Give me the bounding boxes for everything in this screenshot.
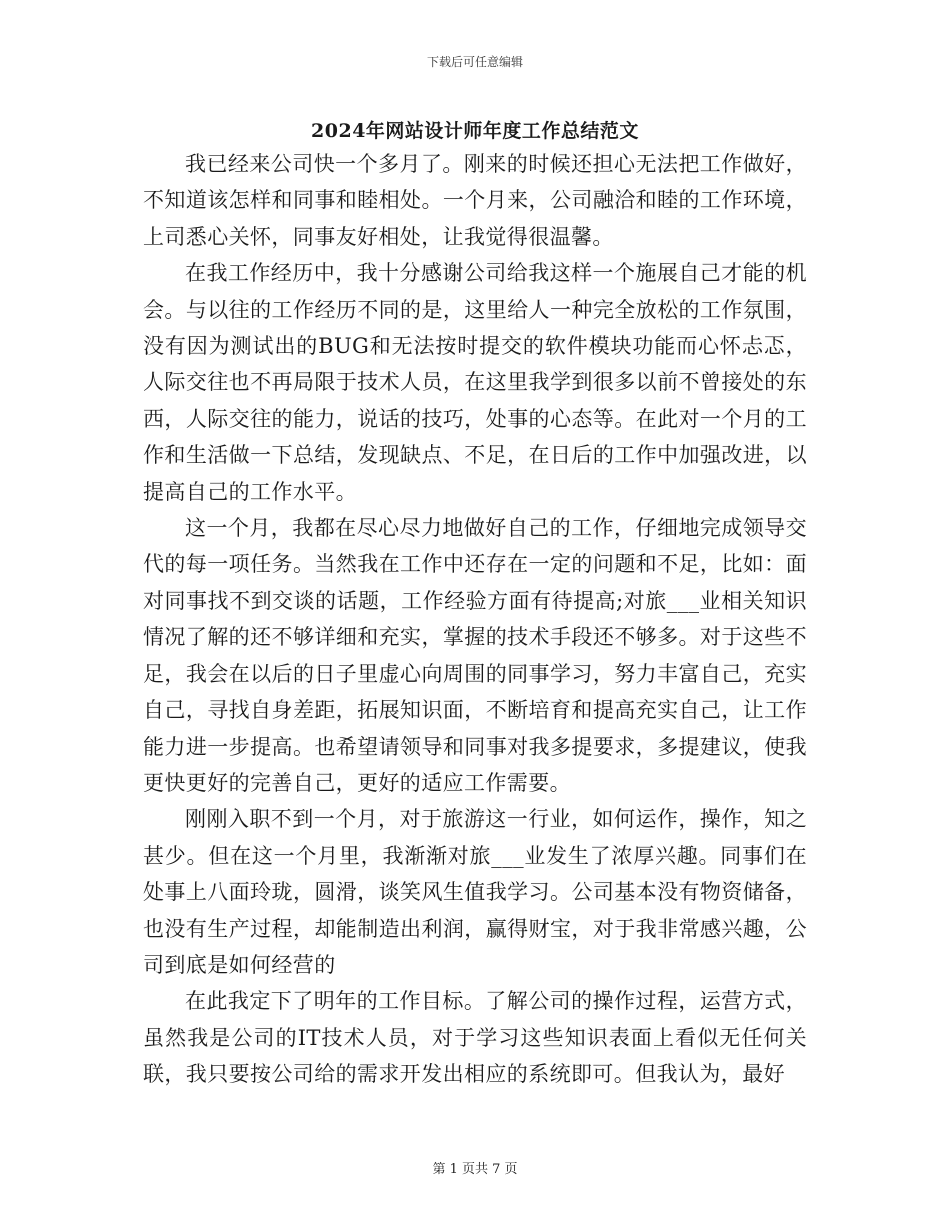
paragraph-2: 在我工作经历中，我十分感谢公司给我这样一个施展自己才能的机会。与以往的工作经历不同的是，这里给人一种完全放松的工作氛围，没有因为测试出的BUG和无法按时提交的软件模块功能而心怀忐忑，人际交往也不再局限于技术人员，在这里我学到很多以前不曾接处的东西，人际交往的能力，说话的技巧，处事的心态等。在此对一个月的工作和生活做一下总结，发现缺点、不足，在日后的工作中加强改进，以提高自己的工作水平。	[143, 261, 807, 504]
paragraph-1: 我已经来公司快一个多月了。刚来的时候还担心无法把工作做好，不知道该怎样和同事和睦相处。一个月来，公司融洽和睦的工作环境，上司悉心关怀，同事友好相处，让我觉得很温馨。	[143, 152, 807, 249]
page-number: 第 1 页共 7 页	[432, 1162, 518, 1177]
document-body	[143, 146, 807, 1093]
document-title: 2024年网站设计师年度工作总结范文	[311, 120, 639, 142]
header-note: 下载后可任意编辑	[426, 55, 523, 69]
paragraph-3: 这一个月，我都在尽心尽力地做好自己的工作，仔细地完成领导交代的每一项任务。当然我在工作中还存在一定的问题和不足，比如：面对同事找不到交谈的话题，工作经验方面有待提高;对旅___业相关知识情况了解的还不够详细和充实，掌握的技术手段还不够多。对于这些不足，我会在以后的日子里虚心向周围的同事学习，努力丰富自己，充实自己，寻找自身差距，拓展知识面，不断培育和提高充实自己，让工作能力进一步提高。也希望请领导和同事对我多提要求，多提建议，使我更快更好的完善自己，更好的适应工作需要。	[143, 516, 807, 795]
paragraph-4: 刚刚入职不到一个月，对于旅游这一行业，如何运作，操作，知之甚少。但在这一个月里，我渐渐对旅___业发生了浓厚兴趣。同事们在处事上八面玲珑，圆滑，谈笑风生值我学习。公司基本没有物资储备，也没有生产过程，却能制造出利润，赢得财宝，对于我非常感兴趣，公司到底是如何经营的	[143, 807, 807, 977]
paragraph-5: 在此我定下了明年的工作目标。了解公司的操作过程，运营方式，虽然我是公司的IT技术人员，对于学习这些知识表面上看似无任何关联，我只要按公司给的需求开发出相应的系统即可。但我认为，最好	[143, 989, 807, 1087]
